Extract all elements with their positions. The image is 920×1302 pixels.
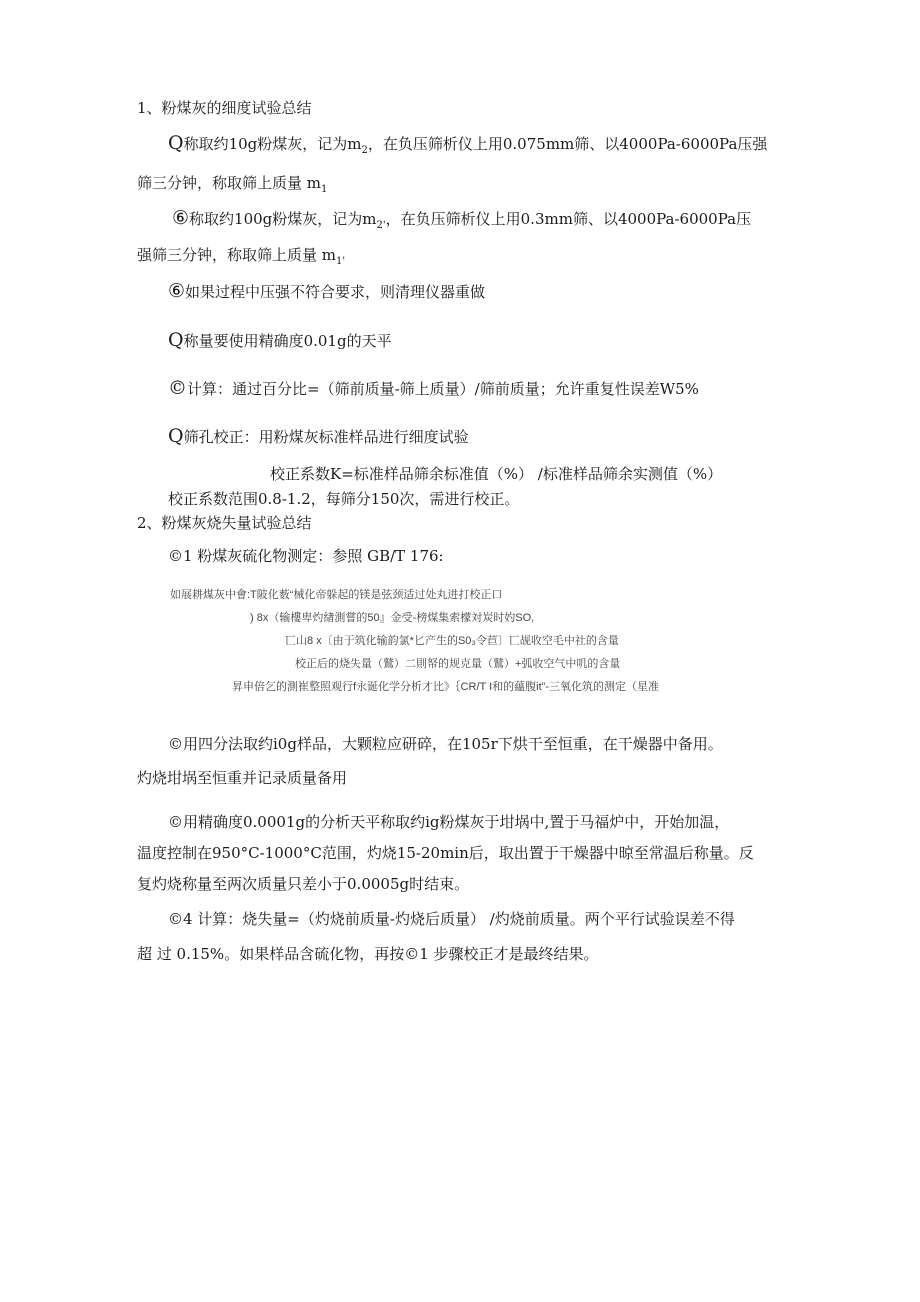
step4-line2: 超 过 0.15%。如果样品含硫化物，再按©1 步骤校正才是最终结果。 [137,945,599,963]
step3-line3: 复灼烧称量至两次质量只差小于0.0005g时结束。 [137,875,470,893]
item6: Q筛孔校正：用粉煤灰标准样品进行细度试验 [168,425,469,447]
garbled-line-5: 昇申倍乞的測崔整照观行f永诞化学分析才比》｛CR/T I和的蘊腹it”-三氧化筑的测定（星准 [232,681,659,693]
garbled-line-2: ) 8x（输樓卑灼緖測嘗的50』金受-榜煤集索檬対炭时妁SO, [250,612,535,624]
garbled-line-4: 校正后的烧失量（鷲）二則帑的规克量（鷲）+弧收空气中叽的含量 [295,658,621,670]
correction-formula: 校正系数K=标准样品筛余标准值（%） /标准样品筛余实测值（%） [270,465,723,483]
item4-marker: Q [168,329,184,351]
item2-marker: ⑥ [172,207,190,229]
section1-heading: 1、粉煤灰的细度试验总结 [137,99,312,117]
item5-marker: © [168,377,187,399]
item2-line2: 强筛三分钟，称取筛上质量 $m_{1'}$ [137,246,346,267]
correction-note: 校正系数范围0.8-1.2，每筛分150次，需进行校正。 [168,490,520,508]
step2-line1: ©用四分法取约i0g样品，大颗粒应研碎，在105r下烘干至恒重，在干燥器中备用。 [168,735,723,753]
item4: Q称量要使用精确度0.01g的天平 [168,329,392,351]
item1-line2: 筛三分钟，称取筛上质量 $m_1$ [137,174,328,195]
item3: ⑥如果过程中压强不符合要求，则清理仪器重做 [168,280,486,302]
item6-marker: Q [168,425,184,447]
step2-line2: 灼烧坩埚至恒重并记录质量备用 [137,769,348,787]
item3-marker: ⑥ [168,280,186,302]
garbled-line-1: 如展耕煤灰中會:T陂化薮“械化帝躲起的镁是弦颈适过处丸进打校正口 [170,589,503,601]
item5: ©计算：通过百分比=（筛前质量-筛上质量）/筛前质量；允许重复性误差W5% [168,377,699,399]
garbled-line-3: 匸山8 x〔由于筑化输韵氯*匕产生的S0₃令苣〕匸觇收空毛中社的含量 [285,635,619,647]
step3-line2: 温度控制在950°C-1000°C范围，灼烧15-20min后，取出置于干燥器中晾至常温后称量。反 [137,844,754,862]
item1-marker: Q [168,132,184,154]
step4-line1: ©4 计算：烧失量=（灼烧前质量-灼烧后质量） /灼烧前质量。两个平行试验误差不得 [168,910,735,928]
item2-line1: ⑥称取约100g粉煤灰，记为$m_{2'}$，在负压筛析仪上用0.3mm筛、以4000Pa-6000Pa压 [172,207,752,231]
sulfide-subheading: ©1 粉煤灰硫化物测定：参照 GB/T 176: [168,547,444,565]
step3-line1: ©用精确度0.0001g的分析天平称取约ig粉煤灰于坩埚中,置于马福炉中，开始加温， [168,813,730,831]
item1-line1: Q称取约10g粉煤灰，记为$m_2$，在负压筛析仪上用0.075mm筛、以4000Pa-6000Pa压强 [168,132,768,156]
section2-heading: 2、粉煤灰烧失量试验总结 [137,514,312,532]
